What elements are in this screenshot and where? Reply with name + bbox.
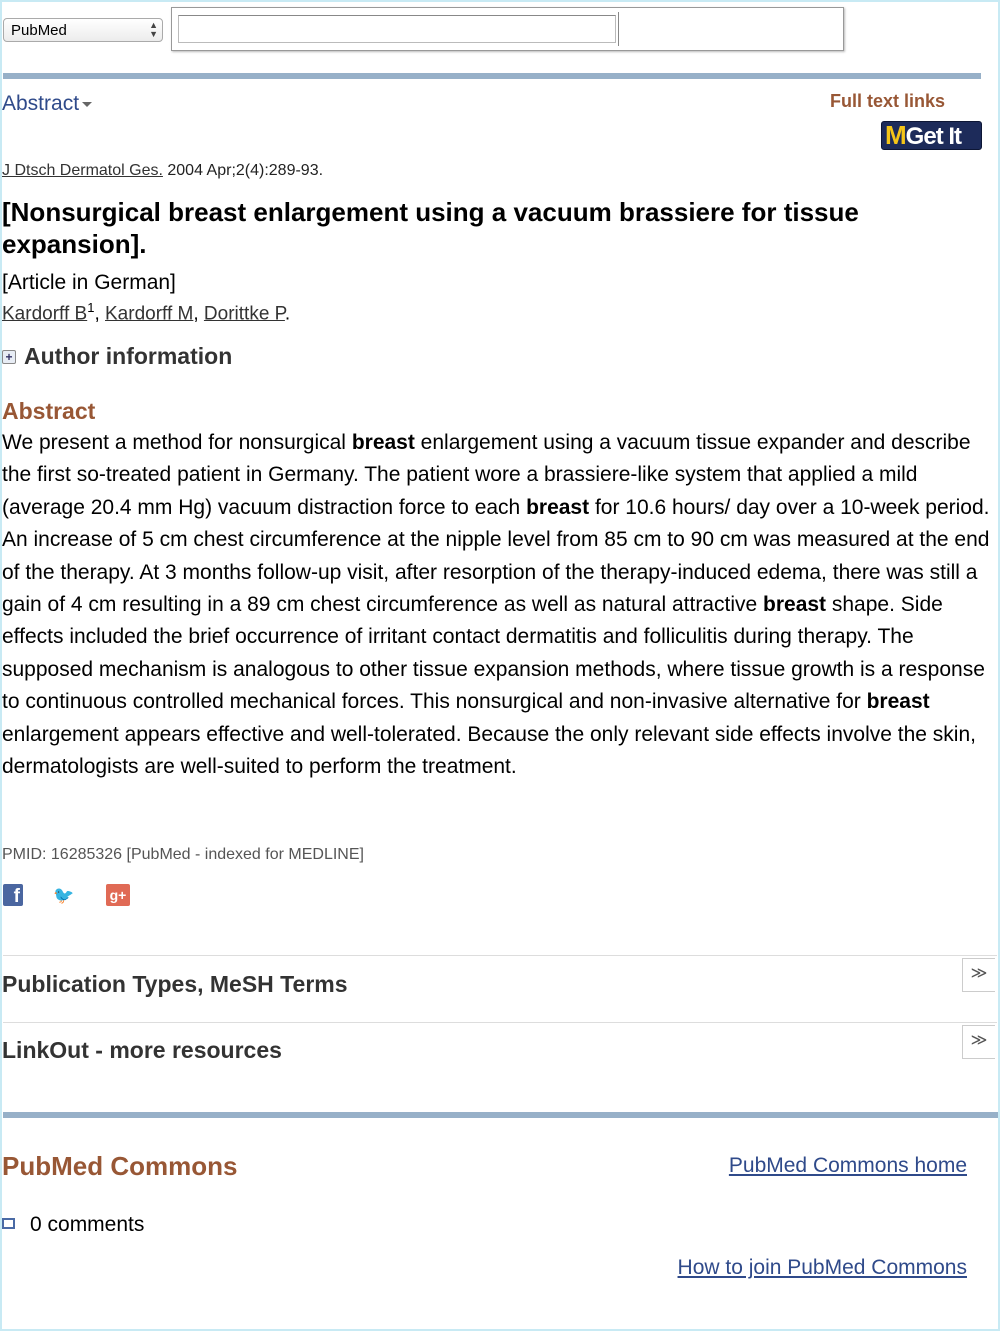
expand-chevron-icon[interactable]: ≫ <box>962 958 995 992</box>
select-arrows-icon: ▲ ▼ <box>149 20 158 39</box>
mgetit-label: Get It <box>905 123 962 150</box>
search-input[interactable] <box>178 15 616 43</box>
citation <box>2 162 323 180</box>
abstract-segment: enlargement using a vacuum tissue expander and describe the first so-treated patient in Germany. The patient wore a brassiere-like system that applied a mild (average 20.4 mm Hg) vacuum distraction force to each <box>2 431 971 519</box>
database-select[interactable] <box>3 18 163 42</box>
mgetit-logo-icon: M <box>885 120 906 150</box>
article-title: [Nonsurgical breast enlargement using a vacuum brassiere for tissue expansion]. <box>2 197 859 259</box>
search-box <box>171 7 844 51</box>
abstract-text <box>2 427 999 783</box>
author-link[interactable]: Dorittke P <box>203 303 285 325</box>
journal-link[interactable]: J Dtsch Dermatol Ges. <box>2 162 163 179</box>
section-divider <box>3 955 997 956</box>
author-list: Kardorff $B^1$, Kardorff M, Dorittke P. <box>2 300 291 325</box>
abstract-highlight: breast <box>763 593 827 617</box>
publication-types-toggle[interactable]: Publication Types, MeSH Terms <box>2 971 348 997</box>
join-pubmed-commons-link[interactable]: How to join PubMed Commons <box>677 1256 967 1279</box>
pubmed-commons-heading: PubMed Commons <box>2 1151 238 1181</box>
affiliation-marker[interactable]: 1 <box>87 300 95 315</box>
abstract-heading: Abstract <box>2 398 96 424</box>
comments-label: 0 comments <box>30 1213 145 1236</box>
format-label: Abstract <box>2 92 80 115</box>
abstract-segment: enlargement appears effective and well-tolerated. Because the only relevant side effects involve the skin, dermatologists are well-suited to perform the treatment. <box>2 722 976 779</box>
abstract-segment: shape. Side effects included the brief occurrence of irritant contact dermatitis and folliculitis during therapy. The supposed mechanism is analogous to other tissue expansion methods, where tissue growth is a response to continuous controlled mechanical forces. This nonsurgical and non-invasive alternative for <box>2 593 985 714</box>
expand-chevron-icon[interactable]: ≫ <box>962 1025 995 1059</box>
citation-details: 2004 Apr;2(4):289-93. <box>162 162 324 179</box>
header-rule <box>3 73 981 79</box>
author-link[interactable]: Kardorff M <box>105 303 194 325</box>
section-divider <box>3 1022 997 1023</box>
pubmed-commons-home-link[interactable]: PubMed Commons home <box>728 1154 967 1177</box>
facebook-share-icon[interactable]: f <box>3 884 23 906</box>
google-plus-share-icon[interactable]: g+ <box>106 884 130 906</box>
abstract-highlight: breast <box>526 495 590 519</box>
author-information-label: Author information <box>24 343 233 369</box>
full-text-links-title: Full text links <box>829 91 945 111</box>
expand-plus-icon: + <box>2 350 16 364</box>
format-dropdown[interactable] <box>2 92 92 116</box>
mgetit-button[interactable] <box>881 121 982 150</box>
caret-down-icon <box>82 102 92 107</box>
abstract-segment: We present a method for nonsurgical <box>2 431 352 454</box>
author-information-toggle[interactable] <box>2 343 232 370</box>
linkout-toggle[interactable]: LinkOut - more resources <box>2 1037 282 1063</box>
search-divider <box>618 12 619 46</box>
database-select-value: PubMed <box>11 22 67 39</box>
pmid-line: PMID: 16285326 [PubMed - indexed for MEDLINE] <box>2 846 364 863</box>
abstract-segment: for 10.6 hours/ day over a 10-week period. An increase of 5 cm chest circumference at the nipple level from 85 cm to 90 cm was measured at the end of the therapy. At 3 months follow-up visit, after resorption of the therapy-induced edema, there was still a gain of 4 cm resulting in a 89 cm chest circumference as well as natural attractive <box>2 495 990 617</box>
language-note: [Article in German] <box>2 271 176 294</box>
twitter-share-icon[interactable]: 🐦 <box>53 886 75 905</box>
author-link[interactable]: Kardorff B <box>2 303 88 325</box>
commons-rule <box>3 1112 998 1118</box>
abstract-highlight: breast <box>351 431 415 454</box>
comments-count[interactable] <box>2 1213 144 1237</box>
comment-bubble-icon <box>2 1218 15 1229</box>
abstract-highlight: breast <box>866 690 930 714</box>
